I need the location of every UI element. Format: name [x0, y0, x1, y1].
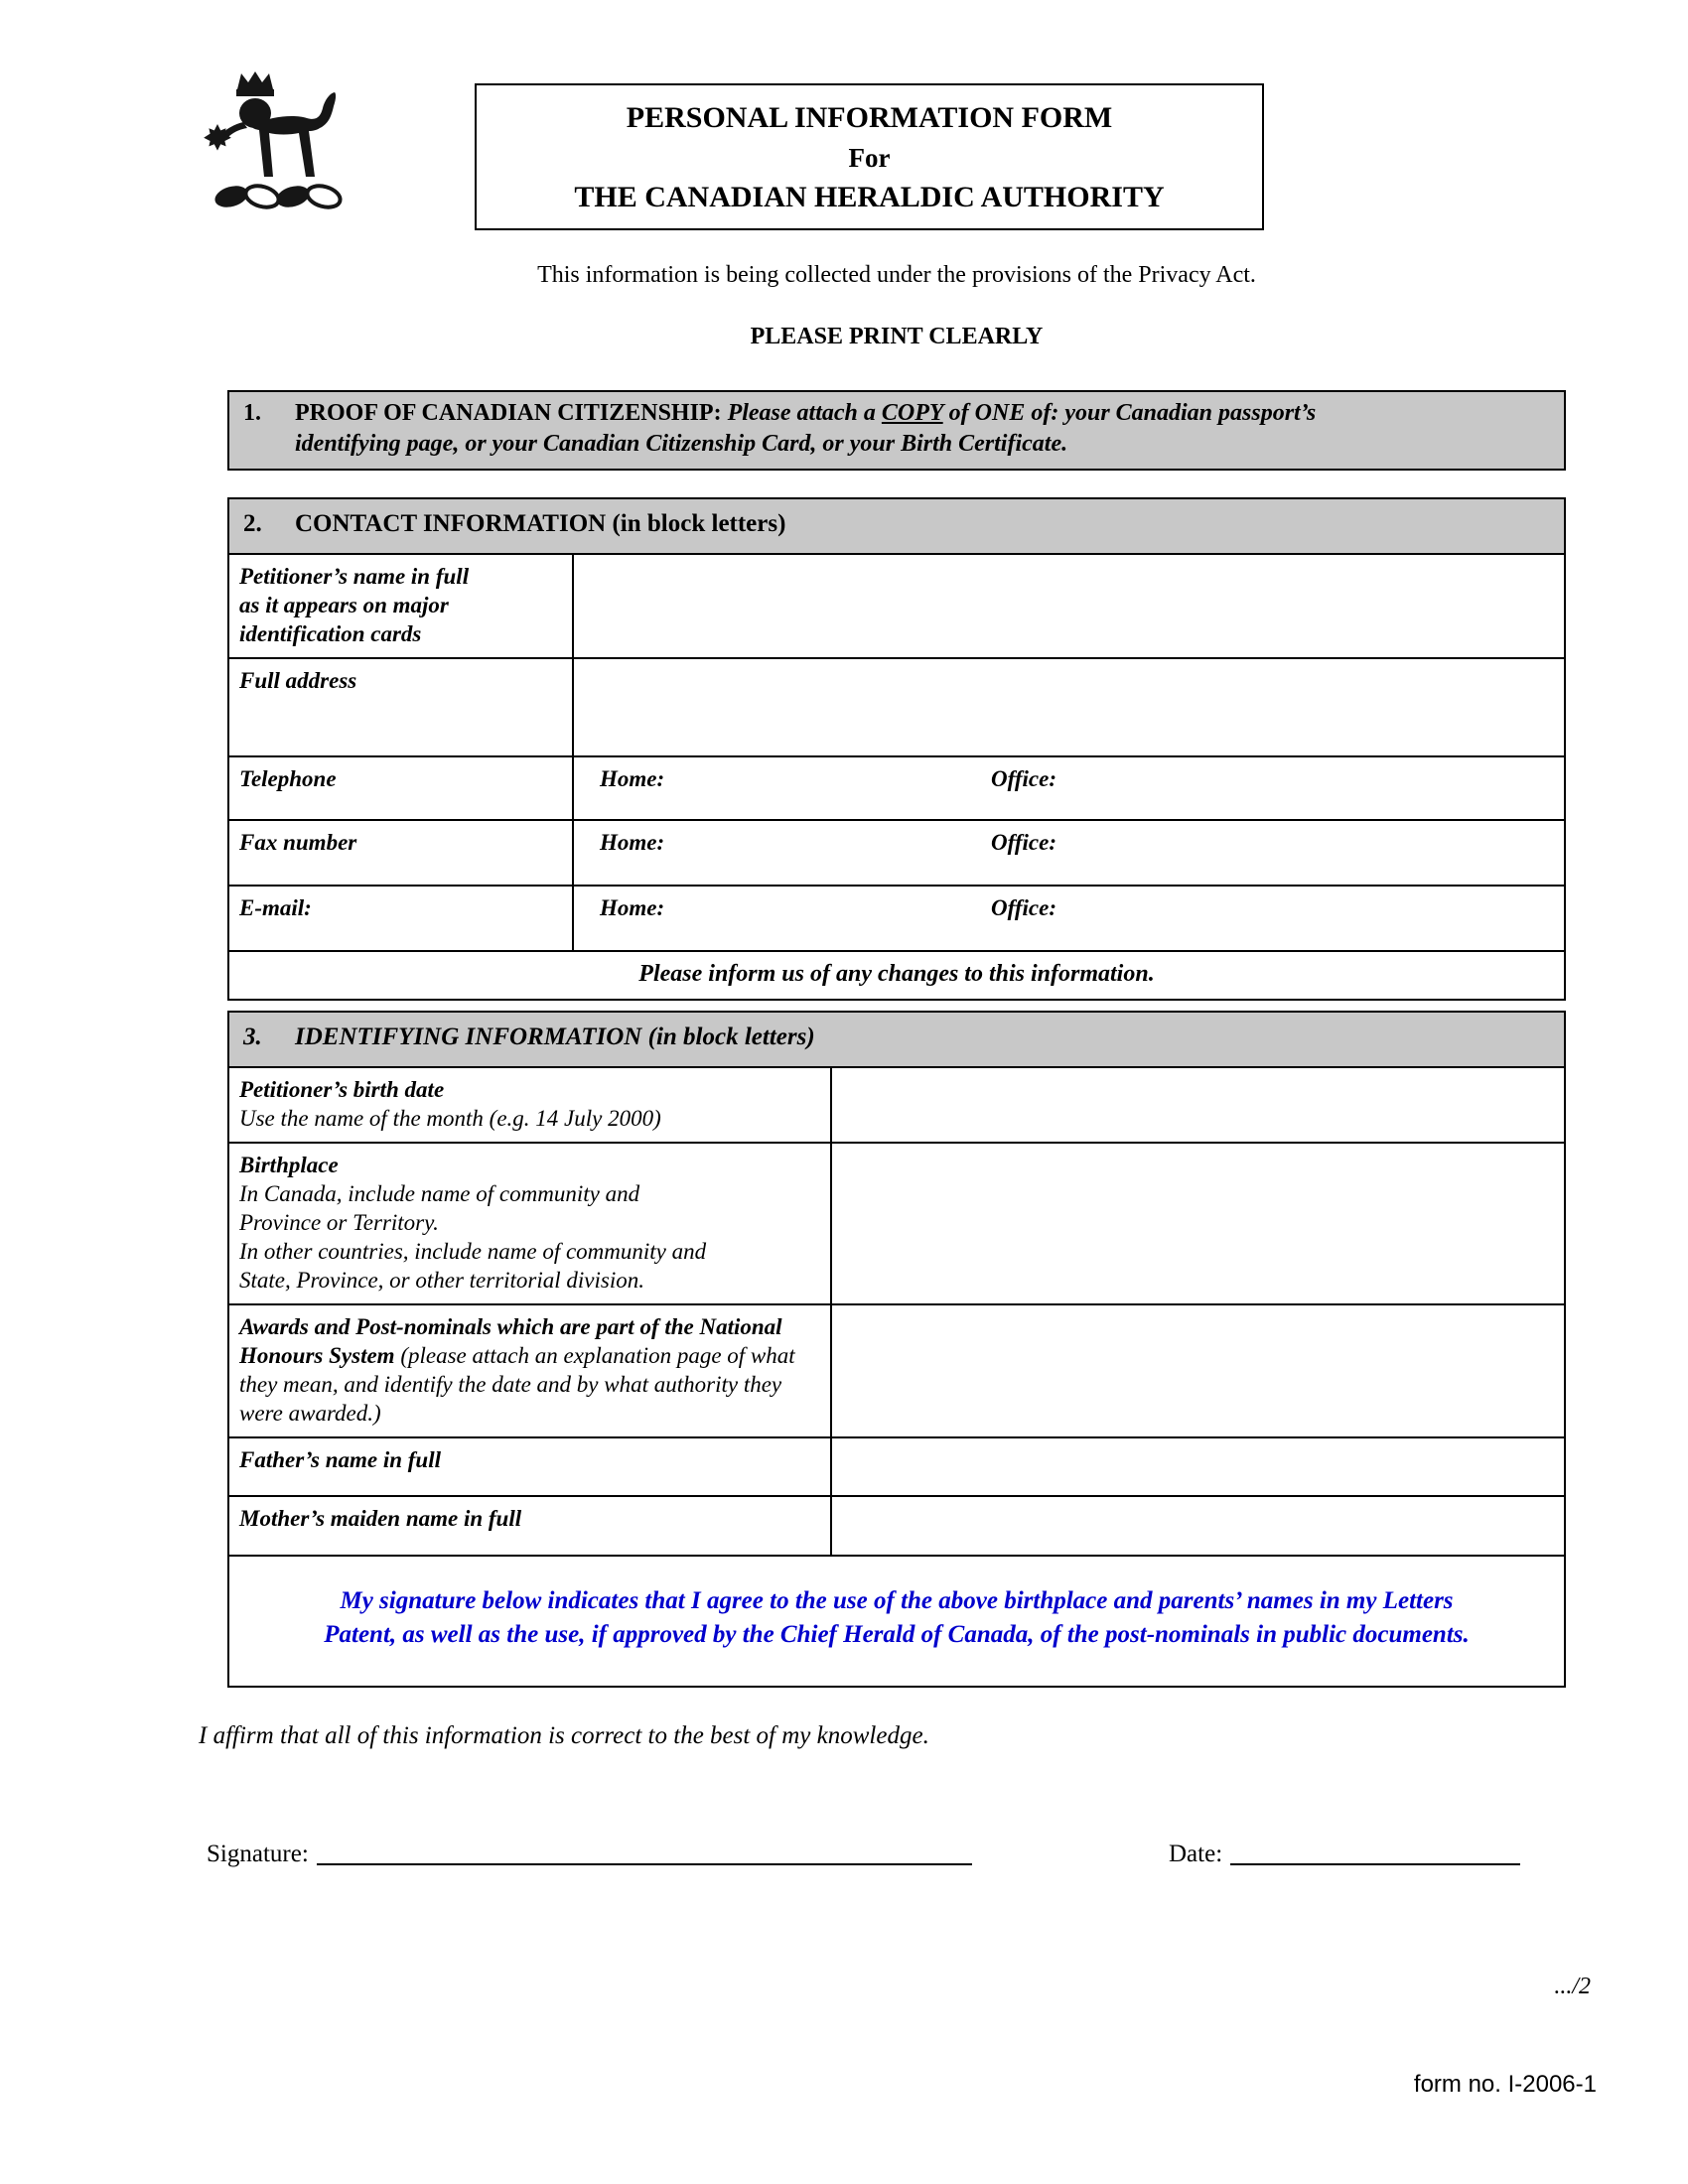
form-number: form no. I-2006-1	[1413, 2071, 1597, 2098]
birthplace-help-line1: In Canada, include name of community and	[239, 1181, 640, 1207]
row-fax-number	[229, 821, 1564, 887]
section2-heading-suffix: (in block letters)	[612, 510, 786, 538]
full-address-label: Full address	[229, 659, 574, 755]
page-indicator: .../2	[1554, 1974, 1591, 1999]
birthplace-label: Birthplace	[239, 1153, 339, 1178]
telephone-label: Telephone	[229, 757, 574, 819]
section3-number: 3.	[243, 1024, 262, 1051]
awards-input[interactable]	[832, 1305, 1564, 1436]
row-father-name	[229, 1438, 1564, 1497]
agreement-line1: My signature below indicates that I agree to the use of the above birthplace and parents’ names in my Letters	[340, 1586, 1454, 1614]
full-address-input[interactable]	[574, 659, 1564, 755]
fax-home-input[interactable]	[688, 821, 976, 885]
petitioner-name-label-line3: identification cards	[239, 621, 422, 647]
section3-heading-suffix: (in block letters)	[647, 1024, 815, 1051]
section1-text-line2: identifying page, or your Canadian Citizenship Card, or your Birth Certificate.	[295, 431, 1068, 458]
fax-number-label: Fax number	[229, 821, 574, 885]
awards-label-cell	[229, 1305, 832, 1436]
birth-date-label-cell	[229, 1068, 832, 1142]
telephone-home-label: Home:	[600, 766, 665, 792]
fax-home-label: Home:	[600, 830, 665, 856]
email-home-input[interactable]	[688, 887, 976, 950]
birthplace-help-line2: Province or Territory.	[239, 1210, 439, 1236]
awards-help: (please attach an explanation page of what they mean, and identify the date and by what authority they were awarded.)	[239, 1343, 795, 1426]
telephone-office-label: Office:	[991, 766, 1056, 792]
contact-change-note: Please inform us of any changes to this information.	[638, 961, 1155, 988]
birthplace-label-cell	[229, 1144, 832, 1303]
agreement-line2: Patent, as well as the use, if approved by the Chief Herald of Canada, of the post-nominals in public documents.	[324, 1621, 1470, 1649]
row-petitioner-name	[229, 555, 1564, 659]
section1-heading: PROOF OF CANADIAN CITIZENSHIP:	[295, 400, 722, 426]
row-mother-name	[229, 1497, 1564, 1557]
affirmation-statement: I affirm that all of this information is correct to the best of my knowledge.	[199, 1722, 929, 1749]
birthplace-help-line3: In other countries, include name of community and	[239, 1239, 707, 1265]
signature-line[interactable]	[317, 1840, 972, 1865]
section2-heading: CONTACT INFORMATION	[295, 510, 613, 538]
email-office-input[interactable]	[1090, 887, 1552, 950]
section1-copy-underlined: COPY	[881, 400, 943, 426]
birthplace-input[interactable]	[832, 1144, 1564, 1303]
row-awards	[229, 1305, 1564, 1438]
signature-agreement-text	[229, 1557, 1564, 1686]
email-label: E-mail:	[229, 887, 574, 950]
telephone-office-input[interactable]	[1090, 757, 1552, 819]
row-birth-date	[229, 1068, 1564, 1144]
identifying-information-table	[227, 1011, 1566, 1688]
mother-name-label: Mother’s maiden name in full	[229, 1497, 832, 1555]
section3-heading: IDENTIFYING INFORMATION	[295, 1024, 648, 1051]
row-email	[229, 887, 1564, 952]
section1-number: 1.	[243, 400, 261, 426]
father-name-input[interactable]	[832, 1438, 1564, 1495]
row-full-address	[229, 659, 1564, 757]
birth-date-input[interactable]	[832, 1068, 1564, 1142]
email-values	[574, 887, 1564, 950]
form-title-box	[475, 83, 1264, 230]
section2-header	[229, 499, 1564, 555]
signature-block	[207, 1840, 972, 1868]
petitioner-name-input[interactable]	[574, 555, 1564, 657]
form-title-line1: PERSONAL INFORMATION FORM	[626, 101, 1113, 134]
telephone-home-input[interactable]	[688, 757, 976, 819]
section3-header	[229, 1013, 1564, 1068]
row-birthplace	[229, 1144, 1564, 1305]
contact-information-table	[227, 497, 1566, 1001]
mother-name-input[interactable]	[832, 1497, 1564, 1555]
fax-values	[574, 821, 1564, 885]
birth-date-help: Use the name of the month (e.g. 14 July 2000)	[239, 1106, 661, 1132]
torse-icon	[212, 183, 343, 211]
print-clearly-instruction: PLEASE PRINT CLEARLY	[750, 324, 1044, 349]
privacy-notice: This information is being collected under the provisions of the Privacy Act.	[537, 262, 1256, 288]
royal-crest-logo	[204, 66, 352, 234]
section1-text-post: of ONE of: your Canadian passport’s	[942, 400, 1317, 426]
petitioner-name-label	[229, 555, 574, 657]
row-telephone	[229, 757, 1564, 821]
date-label: Date:	[1169, 1841, 1223, 1867]
form-content	[227, 390, 1566, 1688]
form-title-line3: THE CANADIAN HERALDIC AUTHORITY	[574, 181, 1165, 213]
date-block	[1169, 1840, 1520, 1868]
birth-date-label: Petitioner’s birth date	[239, 1077, 445, 1103]
petitioner-name-label-line2: as it appears on major	[239, 593, 449, 618]
fax-office-input[interactable]	[1090, 821, 1552, 885]
fax-office-label: Office:	[991, 830, 1056, 856]
birthplace-help-line4: State, Province, or other territorial division.	[239, 1268, 644, 1294]
section2-number: 2.	[243, 510, 262, 538]
form-title-line2: For	[848, 143, 891, 173]
section-proof-of-citizenship	[227, 390, 1566, 471]
maple-leaf-icon	[204, 124, 231, 151]
date-line[interactable]	[1230, 1840, 1520, 1865]
lion-icon	[217, 92, 336, 177]
petitioner-name-label-line1: Petitioner’s name in full	[239, 564, 470, 590]
email-office-label: Office:	[991, 895, 1056, 921]
awards-label: Awards and Post-nominals which are part of the National Honours System	[239, 1314, 782, 1369]
signature-label: Signature:	[207, 1841, 309, 1867]
father-name-label: Father’s name in full	[229, 1438, 832, 1495]
section1-text-pre: Please attach a	[721, 400, 882, 426]
email-home-label: Home:	[600, 895, 665, 921]
telephone-values	[574, 757, 1564, 819]
crown-icon	[236, 71, 274, 96]
